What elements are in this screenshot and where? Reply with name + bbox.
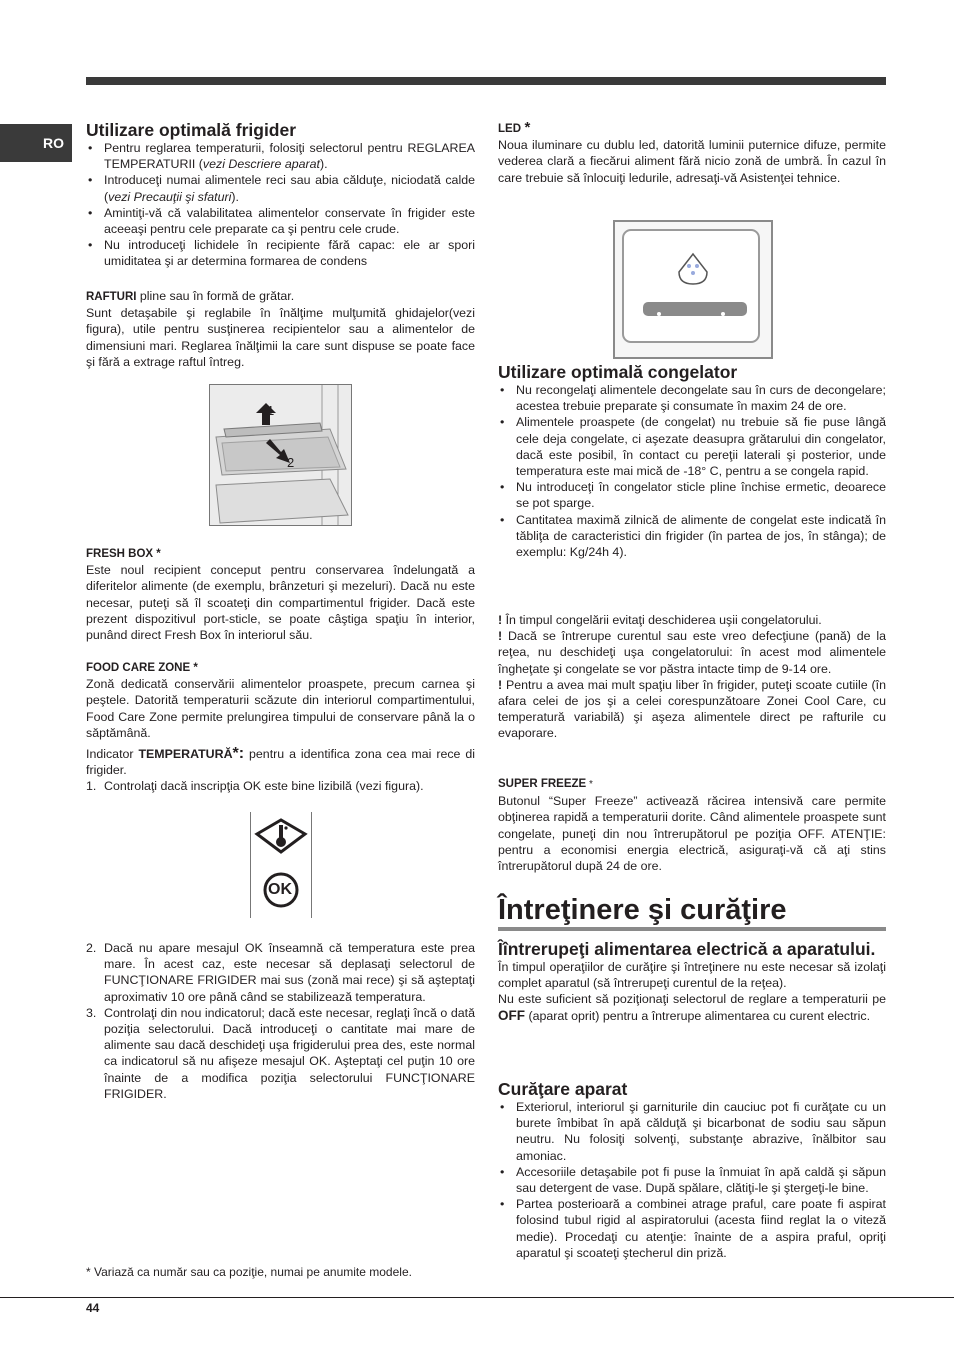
led-illustration	[615, 222, 771, 357]
cleaning-section	[498, 1079, 886, 1261]
bullet-tail: ).	[319, 157, 328, 172]
warning-mark: !	[498, 613, 503, 627]
list-item	[86, 237, 475, 269]
indicator-pre: Indicator	[86, 747, 139, 761]
cleaning-title: Curăţare aparat	[498, 1079, 628, 1099]
freezer-section	[498, 362, 886, 560]
step-number: 3.	[86, 1005, 97, 1020]
indicator-bold: TEMPERATURĂ	[138, 747, 233, 761]
power-off-label: OFF	[498, 1007, 525, 1023]
warning-mark: !	[498, 677, 503, 692]
bullet-text: Amintiţi-vă că valabilitatea alimentelor conservate în frigider este aceeaşi pentru cele preparate ca şi pentru cele crude.	[104, 205, 475, 237]
bullet-ref: vezi Precauţii şi sfaturi	[108, 189, 232, 204]
power-title: Îîntrerupeţi alimentarea electrică a aparatului.	[498, 939, 876, 959]
freshbox-title: FRESH BOX *	[86, 548, 161, 560]
list-item	[86, 1005, 475, 1102]
list-item: • Alimentele proaspete (de congelat) nu trebuie să fie puse lângă cele deja congelate, ci aşezate deasupra grătarului din congelator, dacă este posibil, în contact cu pereţii laterali şi posterior, unde temperatura este mai mică de -18° C, pentru a se congela rapid.	[498, 414, 886, 479]
freezer-bullets	[498, 382, 886, 560]
led-title: LED	[498, 123, 521, 135]
shelves-text: Sunt detaşabile şi reglabile în înălţime mulţumită ghidajelor(vezi figura), utile pentru susţinerea recipientelor sau a alimentelor de dimensiuni mari. Reglarea înălţimii la care sunt dispuse se poate face şi fără a extrage raftul întreg.	[86, 306, 475, 369]
steps-list-a	[86, 778, 475, 794]
power-text-2: Nu este suficient să poziţionaţi selectorul de reglare a temperaturii pe	[498, 992, 886, 1007]
power-text-3: (aparat oprit) pentru a întrerupe alimentarea cu curent electric.	[525, 1008, 871, 1023]
superfreeze-star: *	[586, 779, 593, 790]
bullet-ref: vezi Descriere aparat	[202, 157, 320, 172]
list-item: • Nu recongelaţi alimentele decongelate sau în curs de decongelare; acestea trebuie preparate şi consumate în maxim 24 de ore.	[498, 382, 886, 414]
warnings-section	[498, 612, 886, 742]
shelf-illustration	[210, 385, 351, 525]
ok-label: OK	[268, 881, 292, 898]
bullet-tail: ).	[231, 189, 239, 204]
list-item: • Exteriorul, interiorul şi garniturile din cauciuc pot fi curăţate cu un burete îmbibat în apă călduţă şi bicarbonat de sodiu sau săpun neutru. Nu folosiţi solvenţi, substanţe abrazive, înălbitor sau amoniac.	[498, 1099, 886, 1164]
list-item	[86, 778, 475, 794]
list-item	[86, 205, 475, 237]
led-figure	[613, 220, 773, 359]
foodcare-text: Zonă dedicată conservării alimentelor proaspete, precum carnea şi peştele. Datorită temperaturii scăzute din interiorul compartimentului, Food Care Zone permite prelungirea timpului de conservare până la o săptămână.	[86, 677, 475, 740]
steps-list-b	[86, 940, 475, 1102]
bullet-text: Nu introduceţi lichidele în recipiente fără capac: ele ar spori umiditatea şi ar determina formarea de condens	[104, 238, 475, 269]
indicator-post: pentru a identifica zona cea mai rece di frigider.	[86, 747, 475, 778]
warning-text: Dacă se întrerupe curentul sau este vreo defecţiune (pană) de la reţea, nu deschideţi uşa congelatorului: în acest mod alimentele îngheţate şi congelate se vor păstra intacte timp de 9-14 ore.	[498, 629, 886, 676]
cleaning-bullets	[498, 1099, 886, 1261]
power-section	[498, 939, 886, 1024]
freezer-title: Utilizare optimală congelator	[498, 362, 738, 382]
superfreeze-text: Butonul “Super Freeze” activează răcirea intensivă care permite obţinerea rapidă a temperaturii dorite. Când alimentele proaspete sunt congelate, puneţi din nou întrerupătorul pe poziţia OFF. ATENŢIE: pentru a economisi energia electrică, asiguraţi-vă că aţi stins întrerupătorul după 24 de ore.	[498, 794, 886, 874]
fridge-title: Utilizare optimală frigider	[86, 120, 297, 140]
foodcare-section	[86, 660, 475, 741]
steps-section	[86, 940, 475, 1102]
top-rule	[86, 77, 886, 85]
footer-rule	[0, 1297, 954, 1298]
freshbox-section	[86, 546, 475, 643]
fridge-bullets	[86, 140, 475, 270]
warning-mark: !	[498, 629, 503, 644]
fridge-section	[86, 120, 475, 270]
step-1-label: 1	[267, 403, 275, 418]
step-number: 1.	[86, 779, 97, 794]
list-item: • Partea posterioară a combinei atrage praful, care poate fi aspirat folosind tubul rigid al aspiratorului (acesta fiind reglat la o viteză medie). Procedaţi cu atenţie: înainte de a aspira praful, opriţi aparatul şi scoateţi ştecherul din priză.	[498, 1196, 886, 1261]
led-text: Noua iluminare cu dublu led, datorită luminii puternice difuze, permite vederea clară a fiecărui aliment fără nicio zonă de umbră. În cazul în care trebuie să înlocuiţi ledurile, adresaţi-vă Asistenţei tehnice.	[498, 138, 886, 185]
list-item	[86, 172, 475, 204]
indicator-star: *:	[232, 745, 245, 762]
temperature-indicator-icon	[251, 812, 311, 918]
ok-indicator-figure	[250, 812, 312, 918]
list-item: • Accesoriile detaşabile pot fi puse la înmuiat în apă caldă şi săpun sau detergent de vase. După spălare, clătiţi-le şi ştergeţi-le bine.	[498, 1164, 886, 1196]
step-text: Controlaţi din nou indicatorul; dacă este necesar, reglaţi încă o dată poziţia selectorului. Dacă introduceţi o cantitate mai mare de alimente sau dacă deschideţi uşa frigiderului prea des, este normal ca indicatorul să nu afişeze mesajul OK. Aşteptaţi cel puţin 10 ore înainte de a modifica poziţia selectorului FUNCŢIONARE FRIGIDER.	[104, 1005, 475, 1101]
shelves-section	[86, 288, 475, 370]
freshbox-text: Este noul recipient conceput pentru conservarea îndelungată a diferitelor alimente (de exemplu, brânzeturi şi mezeluri). Dacă nu este necesar, puteţi să îl scoateţi din compartimentul frigider. Dacă este prezent dispozitivul port-sticle, se poate câştiga spaţiu în interior, punând direct Fresh Box în interiorul său.	[86, 563, 475, 643]
step-2-label: 2	[287, 455, 295, 470]
warning-text: Pentru a avea mai mult spaţiu liber în frigider, puteţi scoate cutiile (în afara celei de jos şi a celei corespunzătoare Zonei Cool Care, cu temperatură variabilă) şi aşeza alimentele direct pe rafturile cu evaporare.	[498, 677, 886, 741]
list-item	[86, 940, 475, 1005]
power-text-1: În timpul operaţiilor de curăţire şi întreţinere nu este necesar să izolaţi complet aparatul (să întrerupeţi curentul de la reţea).	[498, 960, 886, 991]
shelf-figure	[209, 384, 352, 526]
led-section	[498, 120, 886, 186]
foodcare-title: FOOD CARE ZONE *	[86, 662, 198, 674]
bullet-text: Pentru reglarea temperaturii, folosiţi selectorul pentru REGLAREA TEMPERATURII (	[104, 141, 475, 172]
shelves-label: RAFTURI	[86, 291, 137, 303]
step-number: 2.	[86, 941, 97, 955]
list-item: • Cantitatea maximă zilnică de alimente de congelat este indicată în tăbliţa de caracteristici din frigider (în partea de jos, în stânga); de exemplu: Kg/24h 4).	[498, 512, 886, 561]
superfreeze-title: SUPER FREEZE	[498, 778, 587, 790]
bullet-text: Introduceţi numai alimentele reci sau abia călduţe, niciodată calde (	[104, 173, 475, 204]
list-item: • Nu introduceţi în congelator sticle pline închise ermetic, deoarece se pot sparge.	[498, 479, 886, 511]
step-text: Controlaţi dacă inscripţia OK este bine lizibilă (vezi figura).	[104, 779, 424, 794]
maintenance-title: Întreţinere şi curăţire	[498, 893, 886, 931]
shelves-label-rest: pline sau în formă de grătar.	[136, 289, 295, 303]
indicator-section	[86, 744, 475, 795]
led-star: *	[524, 119, 531, 136]
step-text: Dacă nu apare mesajul OK înseamnă că temperatura este prea mare. În acest caz, este necesar să deplasaţi selectorul de FUNCŢIONARE FRIGIDER mai sus (zonă mai rece) şi să aşteptaţi aproximativ 10 ore până când se stabilizează temperatura.	[104, 941, 475, 1004]
footnote: * Variază ca număr sau ca poziţie, numai pe anumite modele.	[86, 1265, 412, 1279]
language-code: RO	[43, 135, 64, 151]
language-tab	[0, 124, 72, 162]
page-number: 44	[86, 1301, 100, 1315]
superfreeze-section	[498, 775, 886, 874]
warning-text: În timpul congelării evitaţi deschiderea uşii congelatorului.	[505, 613, 822, 627]
list-item	[86, 140, 475, 172]
